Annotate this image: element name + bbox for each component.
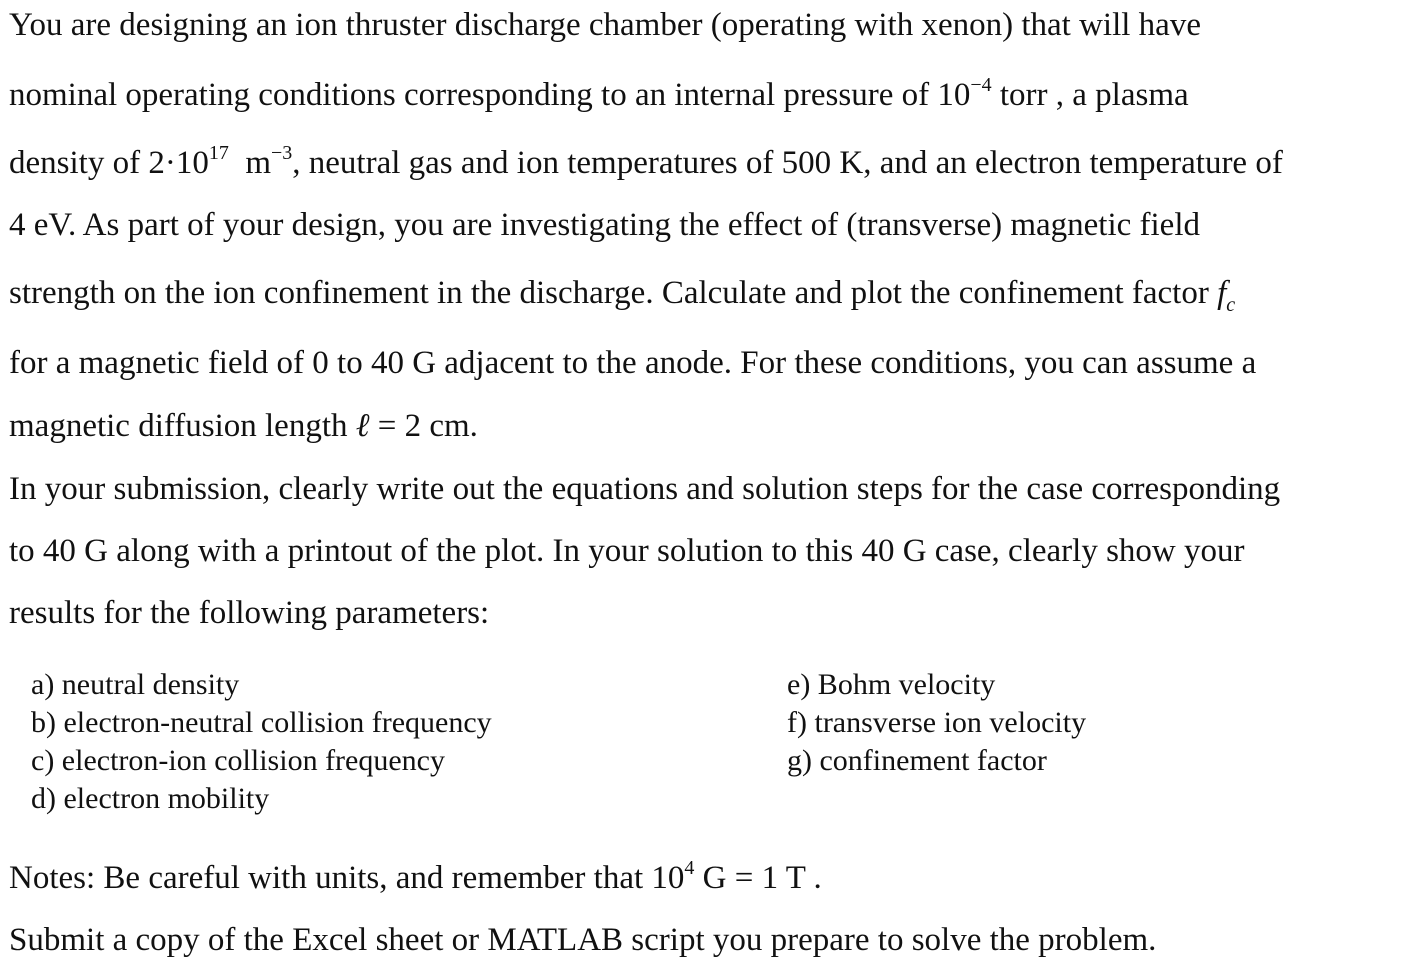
submit-line — [9, 920, 1156, 960]
problem-line-6 — [9, 343, 1256, 383]
parameter-list-left — [31, 666, 492, 818]
text-fragment: , neutral gas and ion temperatures of 500 K, and an electron temperature of — [292, 145, 1283, 181]
list-item: e) Bohm velocity — [787, 668, 996, 701]
conversion-exponent: 4 — [684, 857, 695, 879]
problem-line-7 — [9, 406, 478, 446]
pressure-exponent: −4 — [970, 74, 992, 96]
density-value — [148, 142, 293, 181]
text-fragment: = 2 cm. — [369, 408, 478, 444]
notes-line — [9, 858, 822, 902]
confinement-f: f — [1217, 275, 1227, 311]
confinement-subscript: c — [1226, 294, 1236, 316]
text-fragment: nominal operating conditions corresponding to an internal pressure of — [9, 77, 938, 113]
text-fragment: You are designing an ion thruster discharge chamber (operating with xenon) that will have — [9, 7, 1201, 43]
pressure-base: 10 — [937, 77, 971, 113]
problem-line-5 — [9, 273, 1235, 317]
text-fragment: magnetic diffusion length — [9, 408, 356, 444]
text-fragment: strength on the ion confinement in the discharge. Calculate and plot the confinement factor — [9, 275, 1218, 311]
problem-line-2 — [9, 75, 1189, 119]
list-item: b) electron-neutral collision frequency — [31, 706, 492, 739]
density-unit-exponent: −3 — [271, 142, 293, 164]
list-item: f) transverse ion velocity — [787, 706, 1087, 739]
problem-line-9 — [9, 531, 1245, 571]
text-fragment: Submit a copy of the Excel sheet or MATLAB script you prepare to solve the problem. — [9, 922, 1157, 958]
list-item: d) electron mobility — [31, 782, 270, 815]
confinement-factor-symbol — [1217, 275, 1236, 316]
text-fragment: density of — [9, 145, 149, 181]
text-fragment: results for the following parameters: — [9, 595, 490, 631]
problem-line-3 — [9, 143, 1283, 187]
problem-line-10 — [9, 593, 489, 633]
text-fragment: torr , a plasma — [991, 77, 1189, 113]
density-exponent: 17 — [208, 142, 229, 164]
conversion-base: 10 — [651, 860, 685, 896]
text-fragment: 4 eV. As part of your design, you are investigating the effect of (transverse) magnetic field — [9, 207, 1200, 243]
gauss-conversion-value — [651, 857, 695, 896]
parameter-list-right — [787, 666, 1086, 780]
list-item: a) neutral density — [31, 668, 240, 701]
density-base: 2·10 — [148, 145, 209, 181]
text-fragment: In your submission, clearly write out the equations and solution steps for the case corresponding — [9, 471, 1281, 507]
density-unit: m — [245, 145, 271, 181]
text-fragment: for a magnetic field of 0 to 40 G adjacent to the anode. For these conditions, you can assume a — [9, 345, 1257, 381]
pressure-value — [937, 74, 992, 113]
problem-line-8 — [9, 469, 1280, 509]
list-item: c) electron-ion collision frequency — [31, 744, 445, 777]
text-fragment: Notes: Be careful with units, and remember that — [9, 860, 652, 896]
list-item: g) confinement factor — [787, 744, 1047, 777]
text-fragment: G = 1 T . — [694, 860, 822, 896]
problem-line-4 — [9, 205, 1200, 245]
problem-line-1 — [9, 5, 1201, 45]
diffusion-length-symbol: ℓ — [355, 408, 370, 444]
text-fragment: to 40 G along with a printout of the plot. In your solution to this 40 G case, clearly show your — [9, 533, 1245, 569]
